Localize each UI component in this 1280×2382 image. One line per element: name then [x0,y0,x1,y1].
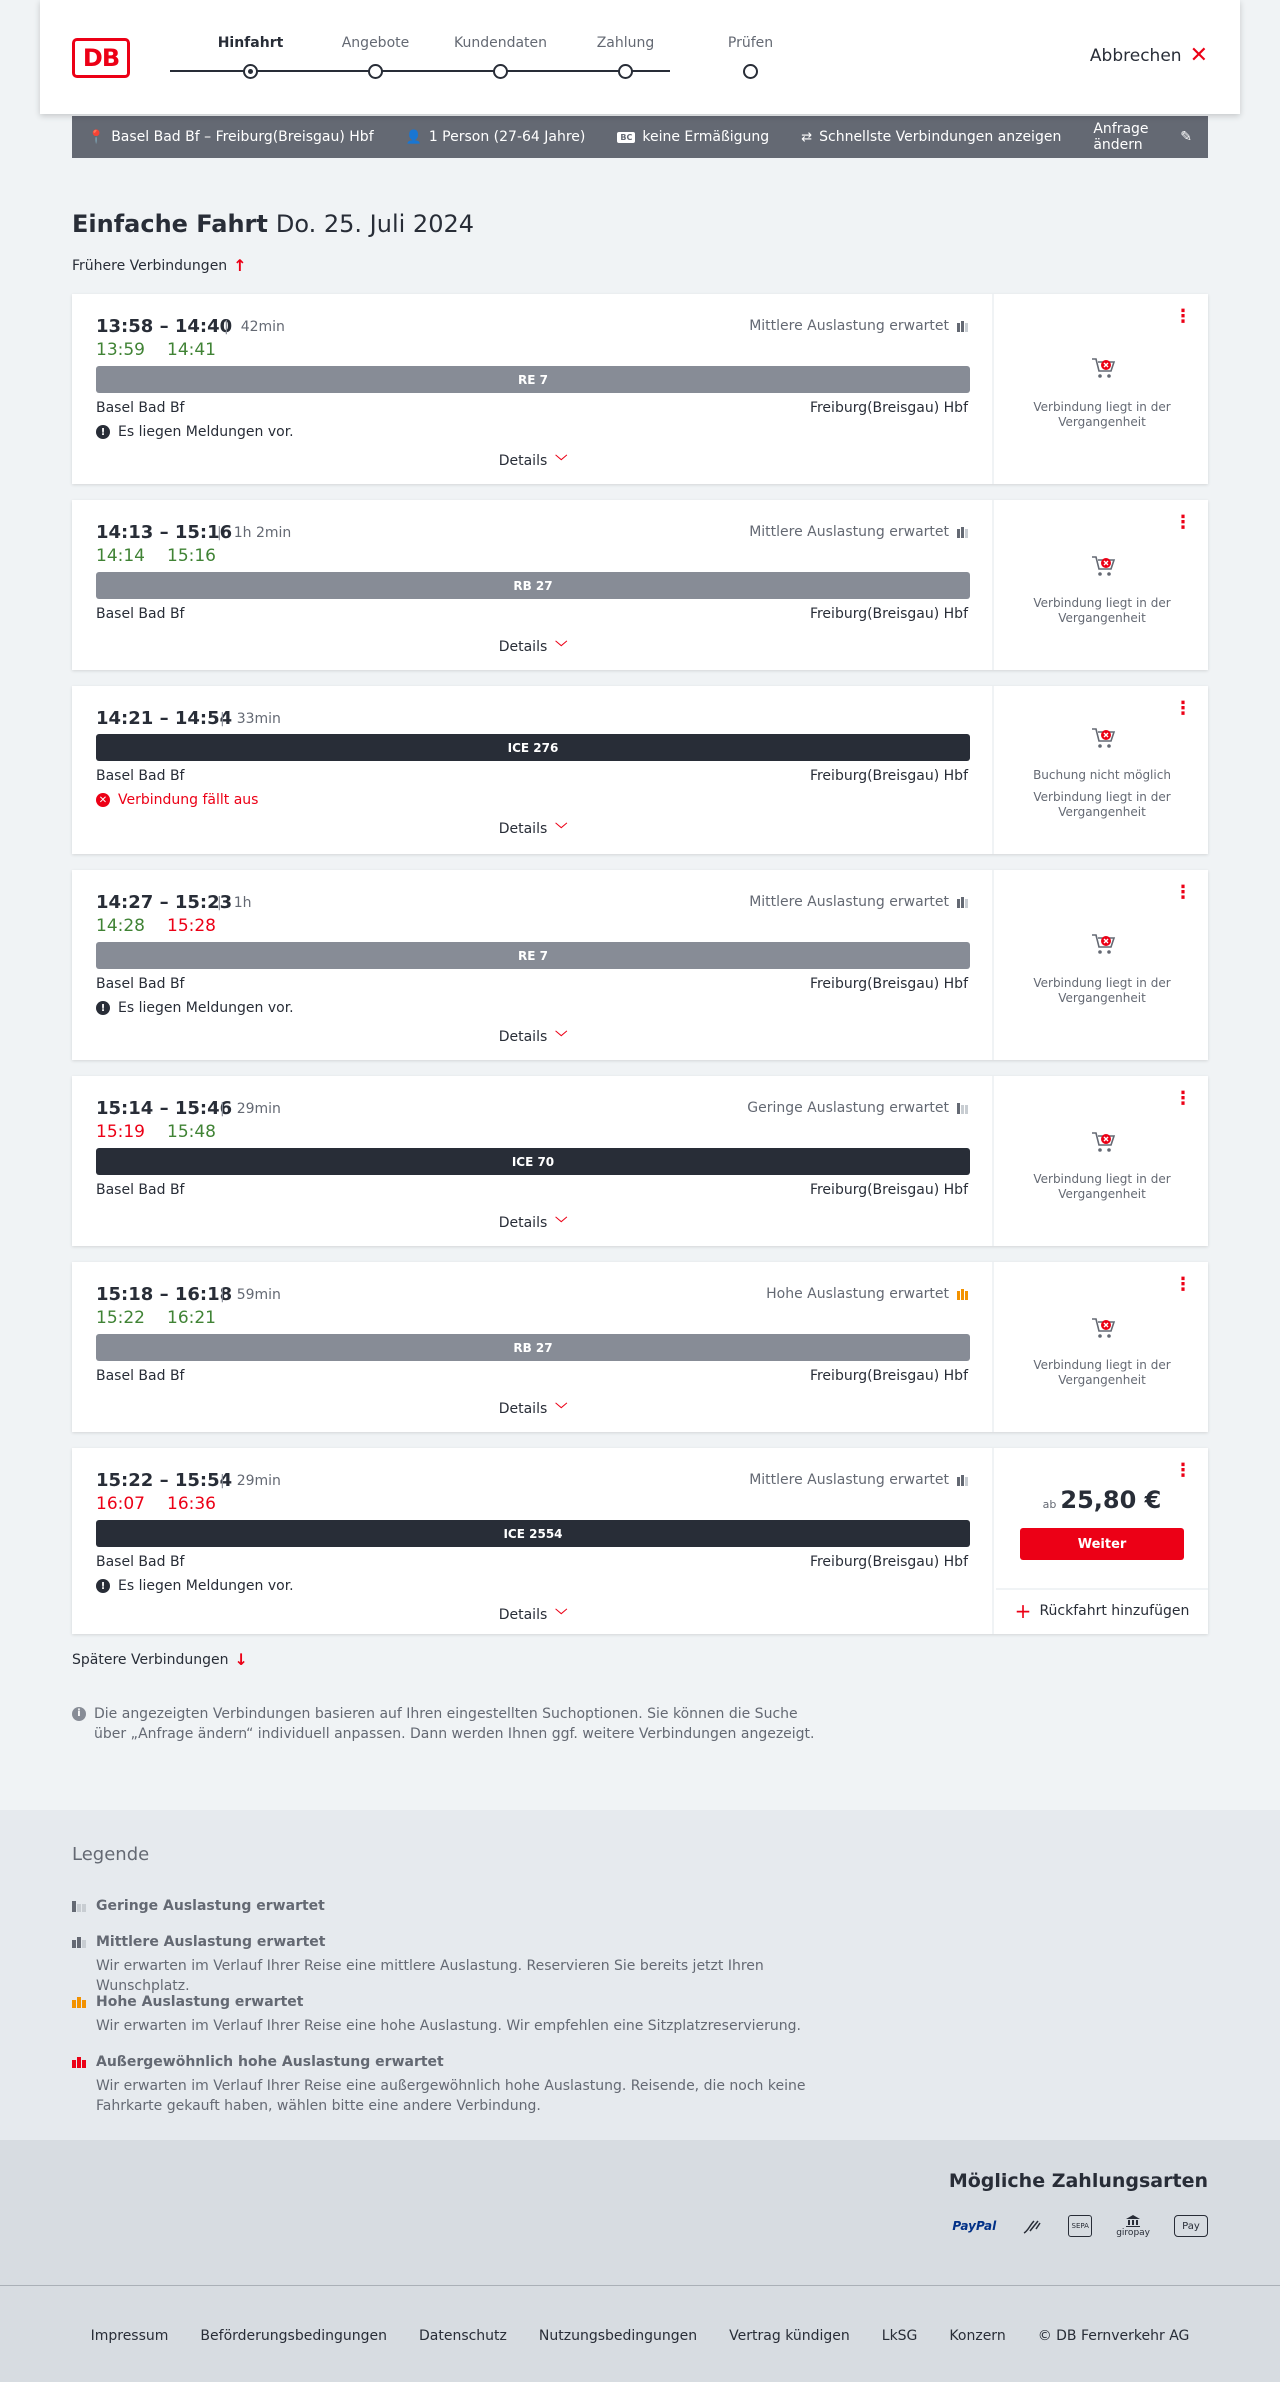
realtime-times [96,1122,238,1142]
giropay-label: giropay [1116,2228,1150,2238]
disruption-message [96,424,294,440]
train-bar: ICE 276 [96,734,970,761]
earlier-connections-link[interactable] [72,256,247,275]
legend-section [0,1810,1280,2140]
booking-pane [996,1262,1208,1432]
footer-link-datenschutz[interactable]: Datenschutz [418,2328,507,2344]
search-info-text: Die angezeigten Verbindungen basieren auf Ihren eingestellten Suchoptionen. Sie können die Suche über „Anfrage ändern“ individuell anpassen. Dann werden Ihnen ggf. weitere Verbindungen angezeigt. [94,1706,815,1742]
step-dot-kundendaten [493,64,508,79]
occupancy-extreme-icon [72,2057,88,2068]
chevron-down-icon: ﹀ [555,454,568,468]
footer-link-nutzungsbedingungen[interactable]: Nutzungsbedingungen [538,2328,698,2344]
realtime-arrival: 16:21 [167,1308,216,1328]
duration: | 29min [220,1101,281,1117]
search-info-note [72,1704,832,1744]
realtime-times [96,1494,238,1514]
details-label: Details [498,1214,548,1231]
arrival-station: Freiburg(Breisgau) Hbf [809,606,968,622]
legend-item-title: Hohe Auslastung erwartet [96,1994,304,2010]
duration: | 29min [220,1473,281,1489]
footer-links [0,2328,1280,2344]
chevron-down-icon: ﹀ [555,1030,568,1044]
realtime-departure: 14:28 [96,916,145,936]
past-connection-note: Verbindung liegt in der Vergangenheit [1033,790,1171,819]
footer-link-impressum[interactable]: Impressum [90,2328,169,2344]
duration: | 59min [220,1287,281,1303]
alert-icon: ! [96,1579,110,1593]
connection-details-pane [72,1262,994,1432]
occupancy-low-icon [72,1901,88,1912]
chevron-down-icon: ﹀ [555,1216,568,1230]
payment-icons [952,2214,1208,2238]
disruption-message [96,1578,294,1594]
booking-pane [996,1448,1208,1634]
realtime-departure-delayed: 16:07 [96,1494,145,1514]
route-text: Basel Bad Bf – Freiburg(Breisgau) Hbf [111,129,374,145]
scheduled-times: 14:21 – 14:54 [96,708,233,729]
details-toggle[interactable] [72,1606,994,1623]
occupancy-label: Geringe Auslastung erwartet [747,1100,949,1116]
edit-request-label: Anfrage ändern [1093,121,1149,153]
sepa-icon: SEPA [1068,2215,1092,2237]
legend-item-medium [72,1934,872,1996]
arrival-station: Freiburg(Breisgau) Hbf [809,768,968,784]
cancel-label: Abbrechen [1089,46,1182,66]
discount-text: keine Ermäßigung [642,129,770,145]
details-toggle[interactable] [72,820,994,837]
details-label: Details [498,452,548,469]
footer-link-befoerderungsbedingungen[interactable]: Beförderungsbedingungen [200,2328,387,2344]
occupancy-high-icon [72,1997,88,2008]
departure-station: Basel Bad Bf [96,400,185,416]
connection-details-pane [72,1076,994,1246]
realtime-times [96,546,238,566]
occupancy-high-icon [957,1289,968,1300]
realtime-departure: 15:22 [96,1308,145,1328]
realtime-arrival: 15:16 [167,546,216,566]
details-label: Details [498,1028,548,1045]
trip-type: Einfache Fahrt [72,210,268,238]
add-return-trip-label: Rückfahrt hinzufügen [1039,1603,1190,1619]
scheduled-times: 15:18 – 16:18 [96,1284,233,1305]
legend-item-desc: Wir erwarten im Verlauf Ihrer Reise eine hohe Auslastung. Wir empfehlen eine Sitzplatzreservierung. [96,2018,801,2034]
details-label: Details [498,1400,548,1417]
header [40,0,1240,114]
arrival-station: Freiburg(Breisgau) Hbf [809,1368,968,1384]
scheduled-times: 14:13 – 15:16 [96,522,233,543]
giropay-icon [1116,2214,1150,2238]
legend-item-desc: Wir erwarten im Verlauf Ihrer Reise eine mittlere Auslastung. Reservieren Sie bereits jetzt Ihren Wunschplatz. [96,1958,764,1994]
train-bar: RE 7 [96,366,970,393]
passenger-text: 1 Person (27-64 Jahre) [428,129,586,145]
details-toggle[interactable] [72,1400,994,1417]
legend-item-title: Außergewöhnlich hohe Auslastung erwartet [96,2054,444,2070]
occupancy-label: Mittlere Auslastung erwartet [749,894,949,910]
connection-card[interactable] [72,1262,1208,1432]
connection-card[interactable] [72,294,1208,484]
cancellation-message [96,792,258,808]
booking-pane [996,870,1208,1060]
duration: | 42min [224,319,285,335]
edit-request-button[interactable] [1093,121,1192,153]
cart-unavailable-icon [1090,932,1116,956]
departure-station: Basel Bad Bf [96,606,185,622]
duration: | 1h 2min [217,525,291,541]
occupancy-label: Mittlere Auslastung erwartet [749,524,949,540]
details-toggle[interactable] [72,638,994,655]
legend-item-title: Geringe Auslastung erwartet [96,1898,325,1914]
legend-item-low [72,1898,872,1914]
scheduled-times: 15:22 – 15:54 [96,1470,233,1491]
cancel-button[interactable] [1089,43,1208,68]
legend-title: Legende [72,1844,150,1865]
arrow-down-icon: ↓ [234,1650,248,1669]
step-pruefen: Prüfen [727,35,774,51]
connection-card[interactable] [72,870,1208,1060]
disruption-text: Es liegen Meldungen vor. [118,1000,294,1016]
pencil-icon: ✎ [1180,129,1192,145]
train-bar: RB 27 [96,572,970,599]
step-dot-zahlung [618,64,633,79]
connection-card[interactable] [72,500,1208,670]
earlier-connections-label: Frühere Verbindungen [72,257,228,274]
passenger-summary [406,129,586,145]
occupancy-low-icon [957,1103,968,1114]
past-connection-note: Verbindung liegt in der Vergangenheit [1033,400,1171,429]
legend-item-desc: Wir erwarten im Verlauf Ihrer Reise eine außergewöhnlich hohe Auslastung. Reisende, die noch keine Fahrkarte gekauft haben, wählen bitte eine andere Verbindung. [96,2078,806,2114]
connection-card-bookable[interactable] [72,1448,1208,1634]
close-icon: ✕ [1189,43,1208,68]
plus-icon: + [1014,1599,1032,1623]
more-options-icon[interactable]: ⋮ [1174,1460,1192,1481]
legend-item-extreme [72,2054,872,2116]
scheduled-times: 13:58 – 14:40 [96,316,233,337]
departure-station: Basel Bad Bf [96,976,185,992]
departure-station: Basel Bad Bf [96,768,185,784]
duration: | 33min [220,711,281,727]
connection-card[interactable] [72,1076,1208,1246]
search-summary-bar [72,116,1208,158]
realtime-arrival: 14:41 [167,340,216,360]
step-hinfahrt: Hinfahrt [217,35,284,51]
location-pin-icon: 📍 [88,129,105,145]
cancel-circle-icon: ✕ [96,793,110,807]
realtime-arrival: 15:48 [167,1122,216,1142]
past-connection-note: Verbindung liegt in der Vergangenheit [1033,976,1171,1005]
disruption-text: Es liegen Meldungen vor. [118,1578,294,1594]
chevron-down-icon: ﹀ [555,1402,568,1416]
step-zahlung: Zahlung [596,35,655,51]
cart-unavailable-icon [1090,356,1116,380]
past-connection-note: Verbindung liegt in der Vergangenheit [1033,1358,1171,1387]
more-options-icon[interactable]: ⋮ [1174,1088,1192,1109]
more-options-icon[interactable]: ⋮ [1174,512,1192,533]
chevron-down-icon: ﹀ [555,1608,568,1622]
page-title [72,210,474,238]
disruption-text: Es liegen Meldungen vor. [118,424,294,440]
occupancy-label: Mittlere Auslastung erwartet [749,1472,949,1488]
scheduled-times: 14:27 – 15:23 [96,892,233,913]
occupancy-medium-icon [957,1475,968,1486]
occupancy-medium-icon [72,1937,88,1948]
occupancy-indicator [747,1100,968,1116]
occupancy-label: Hohe Auslastung erwartet [766,1286,949,1302]
legend-item-high [72,1994,872,2036]
scheduled-times: 15:14 – 15:46 [96,1098,233,1119]
arrow-up-icon: ↑ [233,256,247,275]
connection-card[interactable] [72,686,1208,854]
payment-methods-section [0,2140,1280,2285]
step-kundendaten: Kundendaten [453,35,548,51]
realtime-times [96,340,238,360]
info-icon: i [72,1707,86,1721]
later-connections-link[interactable] [72,1650,248,1669]
step-dot-hinfahrt [243,64,258,79]
departure-station: Basel Bad Bf [96,1368,185,1384]
details-toggle[interactable] [72,452,994,469]
arrival-station: Freiburg(Breisgau) Hbf [809,1182,968,1198]
past-connection-note: Verbindung liegt in der Vergangenheit [1033,596,1171,625]
price-value: 25,80 € [1060,1486,1162,1514]
realtime-departure-delayed: 15:19 [96,1122,145,1142]
footer-copyright: © DB Fernverkehr AG [1037,2328,1190,2344]
arrival-station: Freiburg(Breisgau) Hbf [809,1554,968,1570]
details-label: Details [498,638,548,655]
booking-pane [996,294,1208,484]
details-toggle[interactable] [72,1214,994,1231]
occupancy-indicator [749,894,968,910]
occupancy-label: Mittlere Auslastung erwartet [749,318,949,334]
connection-details-pane [72,686,994,854]
connection-details-pane [72,294,994,484]
train-bar: RB 27 [96,1334,970,1361]
apple-pay-icon [1174,2215,1208,2237]
booking-impossible-note: Buchung nicht möglich [1033,768,1171,782]
details-label: Details [498,820,548,837]
more-options-icon[interactable]: ⋮ [1174,306,1192,327]
realtime-times [96,1308,238,1328]
route-summary [88,129,374,145]
alert-icon: ! [96,1001,110,1015]
realtime-departure: 13:59 [96,340,145,360]
past-connection-note: Verbindung liegt in der Vergangenheit [1033,1172,1171,1201]
discount-summary [617,129,769,145]
add-return-trip-button[interactable] [996,1588,1208,1632]
disruption-message [96,1000,294,1016]
cancellation-text: Verbindung fällt aus [118,792,259,808]
db-logo[interactable]: DB [72,38,130,78]
occupancy-medium-icon [957,897,968,908]
step-angebote: Angebote [341,35,410,51]
realtime-departure: 14:14 [96,546,145,566]
more-options-icon[interactable]: ⋮ [1174,882,1192,903]
direct-debit-icon [1020,2215,1044,2237]
price [996,1486,1208,1514]
booking-pane [996,500,1208,670]
realtime-arrival-delayed: 15:28 [167,916,216,936]
footer-link-lksg[interactable]: LkSG [881,2328,918,2344]
duration: | 1h [217,895,252,911]
realtime-arrival-delayed: 16:36 [167,1494,216,1514]
train-bar: ICE 70 [96,1148,970,1175]
realtime-times [96,916,238,936]
train-bar: ICE 2554 [96,1520,970,1547]
alert-icon: ! [96,425,110,439]
connection-details-pane [72,870,994,1060]
details-toggle[interactable] [72,1028,994,1045]
cart-unavailable-icon [1090,726,1116,750]
booking-pane [996,1076,1208,1246]
footer-link-vertrag-kuendigen[interactable]: Vertrag kündigen [729,2328,850,2344]
footer [0,2285,1280,2382]
chevron-down-icon: ﹀ [555,822,568,836]
chevron-down-icon: ﹀ [555,640,568,654]
paypal-icon: PayPal [952,2219,997,2233]
arrival-station: Freiburg(Breisgau) Hbf [809,400,968,416]
train-bar: RE 7 [96,942,970,969]
occupancy-medium-icon [957,321,968,332]
occupancy-medium-icon [957,527,968,538]
connection-details-pane [72,500,994,670]
apple-pay-label: Pay [1182,2220,1200,2232]
connection-details-pane [72,1448,994,1634]
step-dot-angebote [368,64,383,79]
departure-station: Basel Bad Bf [96,1182,185,1198]
details-label: Details [498,1606,548,1623]
continue-button[interactable]: Weiter [1020,1528,1184,1560]
legend-item-title: Mittlere Auslastung erwartet [96,1934,326,1950]
cart-unavailable-icon [1090,1130,1116,1154]
occupancy-indicator [749,1472,968,1488]
person-icon: 👤 [405,129,422,145]
departure-station: Basel Bad Bf [96,1554,185,1570]
cart-unavailable-icon [1090,554,1116,578]
fastest-text: Schnellste Verbindungen anzeigen [819,129,1062,145]
cart-unavailable-icon [1090,1316,1116,1340]
occupancy-indicator [749,524,968,540]
payment-title: Mögliche Zahlungsarten [948,2170,1208,2192]
bahncard-icon: BC [617,132,635,143]
trip-date: Do. 25. Juli 2024 [275,210,475,238]
step-dot-pruefen [743,64,758,79]
later-connections-label: Spätere Verbindungen [72,1651,229,1668]
arrival-station: Freiburg(Breisgau) Hbf [809,976,968,992]
swap-arrows-icon: ⇄ [801,129,813,145]
price-prefix: ab [1042,1498,1057,1511]
booking-pane [996,686,1208,854]
occupancy-indicator [749,318,968,334]
fastest-connections-option [801,129,1061,145]
occupancy-indicator [766,1286,968,1302]
progress-stepper [170,35,774,85]
more-options-icon[interactable]: ⋮ [1174,1274,1192,1295]
more-options-icon[interactable]: ⋮ [1174,698,1192,719]
footer-link-konzern[interactable]: Konzern [949,2328,1006,2344]
